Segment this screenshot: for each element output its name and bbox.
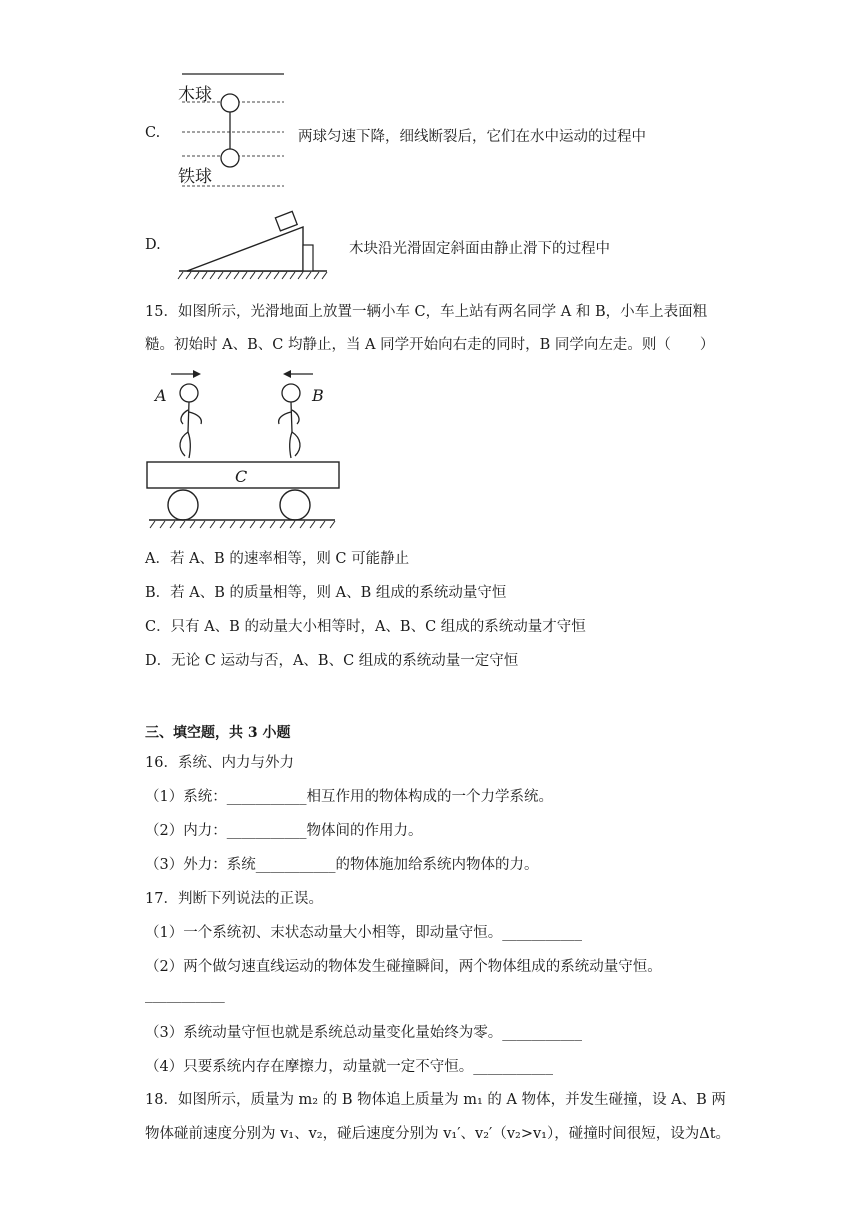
q17-part4: （4）只要系统内存在摩擦力，动量就一定不守恒。___________ <box>145 1059 553 1075</box>
wood-ball <box>221 94 239 112</box>
person-b <box>279 384 300 458</box>
q15-stem-line2: 糙。初始时 A、B、C 均静止，当 A 同学开始向右走的同时，B 同学向左走。则（ ） <box>145 337 715 353</box>
q17-part2-blank: ___________ <box>145 987 225 1003</box>
q15-stem-line1: 15．如图所示，光滑地面上放置一辆小车 C，车上站有两名同学 A 和 B，小车上表面粗 <box>145 304 708 320</box>
q16-title: 16．系统、内力与外力 <box>145 755 294 771</box>
q18-stem-line1: 18．如图所示，质量为 m₂ 的 B 物体追上质量为 m₁ 的 A 物体，并发生碰撞，设 A、B 两 <box>145 1092 726 1108</box>
q17-title: 17．判断下列说法的正误。 <box>145 891 323 907</box>
incline-figure <box>175 205 345 283</box>
figure-label-b: B <box>312 386 324 405</box>
q16-part3: （3）外力：系统___________的物体施加给系统内物体的力。 <box>145 857 539 873</box>
cart-wheel-right <box>280 490 310 520</box>
q17-part3: （3）系统动量守恒也就是系统总动量变化量始终为零。___________ <box>145 1025 582 1041</box>
wood-block <box>275 211 297 231</box>
option-c-label: C. <box>145 125 161 141</box>
q15-option-d: D．无论 C 运动与否，A、B、C 组成的系统动量一定守恒 <box>145 653 519 669</box>
person-a <box>180 384 201 458</box>
iron-ball-label: 铁球 <box>178 167 212 187</box>
q15-option-a: A．若 A、B 的速率相等，则 C 可能静止 <box>145 551 410 567</box>
cart-wheel-left <box>168 490 198 520</box>
option-d-label: D. <box>145 237 161 253</box>
q18-stem-line2: 物体碰前速度分别为 v₁、v₂，碰后速度分别为 v₁′、v₂′（v₂>v₁），碰撞时间很短，设为Δt。 <box>145 1126 731 1142</box>
wood-ball-label: 木球 <box>178 85 212 105</box>
q17-part2: （2）两个做匀速直线运动的物体发生碰撞瞬间，两个物体组成的系统动量守恒。 <box>145 959 662 975</box>
q17-part1: （1）一个系统初、末状态动量大小相等，即动量守恒。___________ <box>145 925 582 941</box>
q15-option-b: B．若 A、B 的质量相等，则 A、B 组成的系统动量守恒 <box>145 585 507 601</box>
option-c-text: 两球匀速下降，细线断裂后，它们在水中运动的过程中 <box>298 129 646 145</box>
q15-option-c: C．只有 A、B 的动量大小相等时，A、B、C 组成的系统动量才守恒 <box>145 619 586 635</box>
option-d-text: 木块沿光滑固定斜面由静止滑下的过程中 <box>349 241 610 257</box>
figure-label-a: A <box>155 386 167 405</box>
q16-part2: （2）内力：___________物体间的作用力。 <box>145 823 423 839</box>
section-heading: 三、填空题，共 3 小题 <box>145 725 291 741</box>
iron-ball <box>221 149 239 167</box>
q16-part1: （1）系统：___________相互作用的物体构成的一个力学系统。 <box>145 789 553 805</box>
figure-label-c: C <box>235 467 248 486</box>
